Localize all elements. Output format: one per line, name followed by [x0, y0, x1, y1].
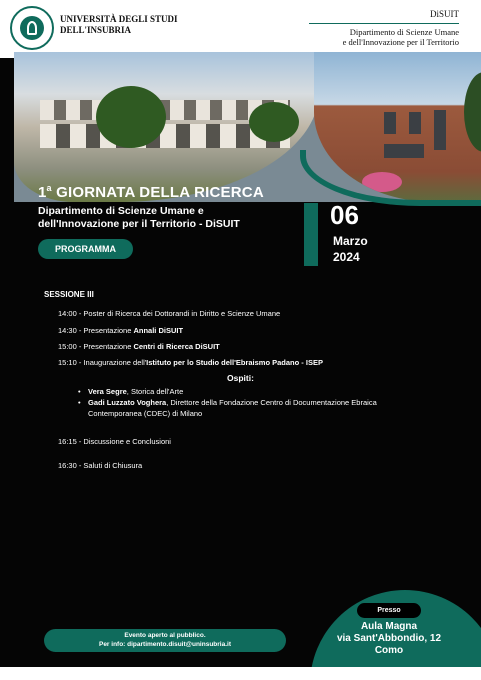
event-year: 2024 [333, 250, 360, 264]
venue-hall: Aula Magna [360, 621, 418, 632]
info-line-open: Evento aperto al pubblico. [124, 632, 206, 639]
courtyard-photo [14, 52, 319, 202]
header [0, 0, 481, 58]
info-line-contact: Per info: dipartimento.disuit@uninsubria.it [98, 641, 231, 648]
schedule-item: 14:00 - Poster di Ricerca dei Dottorandi in Diritto e Scienze Umane [58, 309, 281, 318]
venue-presso-label: Presso [357, 603, 421, 618]
event-day: 06 [330, 200, 359, 230]
venue-address [316, 621, 462, 657]
venue-street: via Sant'Abbondio, 12 [336, 633, 442, 644]
university-seal-logo [10, 6, 54, 50]
date-accent-bar [304, 203, 318, 266]
schedule-item: 16:30 - Saluti di Chiusura [58, 461, 143, 470]
program-badge: PROGRAMMA [38, 239, 133, 259]
guests-heading: Ospiti: [227, 373, 254, 383]
event-title: 1$^a$ GIORNATA DELLA RICERCA [38, 183, 264, 201]
department-block [309, 9, 459, 47]
schedule-item: 14:30 - Presentazione Annali DiSUIT [58, 326, 184, 335]
university-name: UNIVERSITÀ DEGLI STUDI DELL'INSUBRIA [60, 14, 178, 35]
schedule-item: 16:15 - Discussione e Conclusioni [58, 437, 171, 446]
schedule-item: 15:10 - Inaugurazione dell'Istituto per lo Studio dell'Ebraismo Padano - ISEP [58, 358, 323, 367]
schedule-item: 15:00 - Presentazione Centri di Ricerca DiSUIT [58, 342, 220, 351]
guest-item: • Vera Segre, Storica dell'Arte [88, 386, 408, 397]
event-month: Marzo [333, 234, 368, 248]
department-code: DiSUIT [309, 9, 459, 24]
venue-city: Como [374, 645, 404, 656]
department-name-line-1: Dipartimento di Scienze Umane [349, 27, 459, 37]
guest-item: • Gadi Luzzato Voghera, Direttore della Fondazione Centro di Documentazione Ebraica Contemporanea (CDEC) di Milano [88, 397, 408, 419]
session-title: SESSIONE III [44, 290, 94, 299]
department-name-line-2: e dell'Innovazione per il Territorio [342, 37, 459, 47]
info-banner [44, 629, 286, 652]
event-subtitle: Dipartimento di Scienze Umane e dell'Innovazione per il Territorio - DiSUIT [38, 205, 240, 230]
